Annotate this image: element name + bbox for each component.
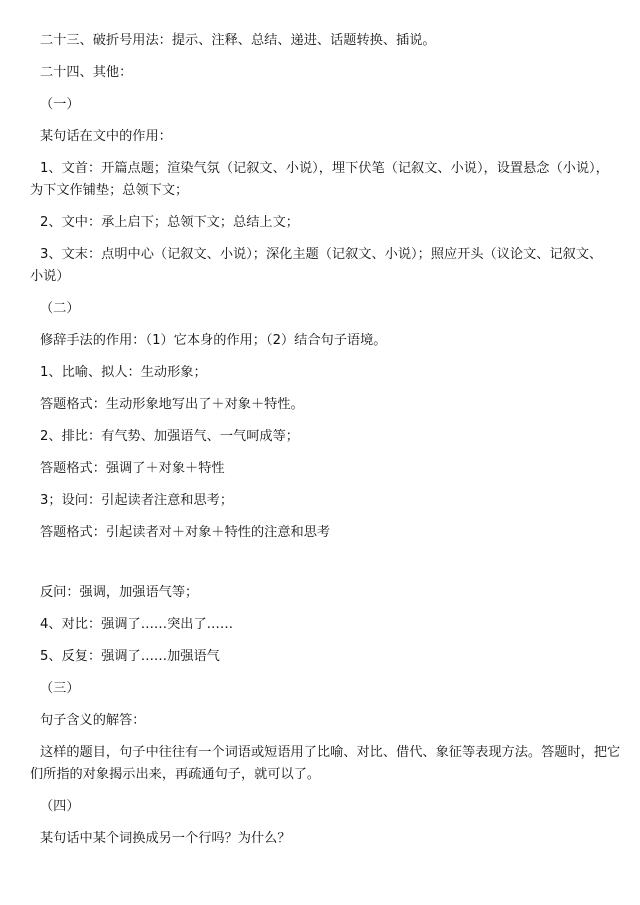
- text-line: 答题格式：强调了＋对象＋特性: [40, 461, 225, 476]
- text-line: 这样的题目，句子中往往有一个词语或短语用了比喻、对比、借代、象征等表现方法。答题时，把它: [40, 745, 621, 760]
- text-line: 答题格式：引起读者对＋对象＋特性的注意和思考: [40, 525, 331, 540]
- text-line: 2、排比：有气势、加强语气、一气呵成等；: [40, 429, 299, 444]
- text-line: 5、反复：强调了……加强语气: [40, 649, 220, 664]
- text-line: 句子含义的解答：: [40, 713, 146, 728]
- text-line: 答题格式：生动形象地写出了＋对象＋特性。: [40, 397, 304, 412]
- subsection-label: （三）: [40, 681, 80, 696]
- text-line: 二十三、破折号用法：提示、注释、总结、递进、话题转换、插说。: [40, 33, 436, 48]
- text-line: 修辞手法的作用：（1）它本身的作用；（2）结合句子语境。: [40, 333, 387, 348]
- text-line: 们所指的对象揭示出来，再疏通句子，就可以了。: [30, 767, 321, 782]
- text-line: 3、文末：点明中心（记叙文、小说）；深化主题（记叙文、小说）；照应开头（议论文、记叙文、: [40, 247, 603, 262]
- text-line: 3；设问：引起读者注意和思考；: [40, 493, 234, 508]
- text-line: 某句话中某个词换成另一个行吗？为什么？: [40, 831, 291, 846]
- text-line: 某句话在文中的作用：: [40, 129, 172, 144]
- subsection-label: （四）: [40, 799, 80, 814]
- section-heading: 二十四、其他：: [40, 65, 133, 80]
- text-line: 反问：强调，加强语气等；: [40, 585, 199, 600]
- text-line: 为下文作铺垫；总领下文；: [30, 183, 189, 198]
- text-line: 1、文首：开篇点题；渲染气氛（记叙文、小说），埋下伏笔（记叙文、小说），设置悬念（小说），: [40, 161, 609, 176]
- text-line: 2、文中：承上启下；总领下文；总结上文；: [40, 215, 299, 230]
- text-line: 4、对比：强调了……突出了……: [40, 617, 234, 632]
- subsection-label: （二）: [40, 301, 80, 316]
- subsection-label: （一）: [40, 97, 80, 112]
- text-line: 1、比喻、拟人：生动形象；: [40, 365, 207, 380]
- text-line: 小说）: [30, 269, 70, 284]
